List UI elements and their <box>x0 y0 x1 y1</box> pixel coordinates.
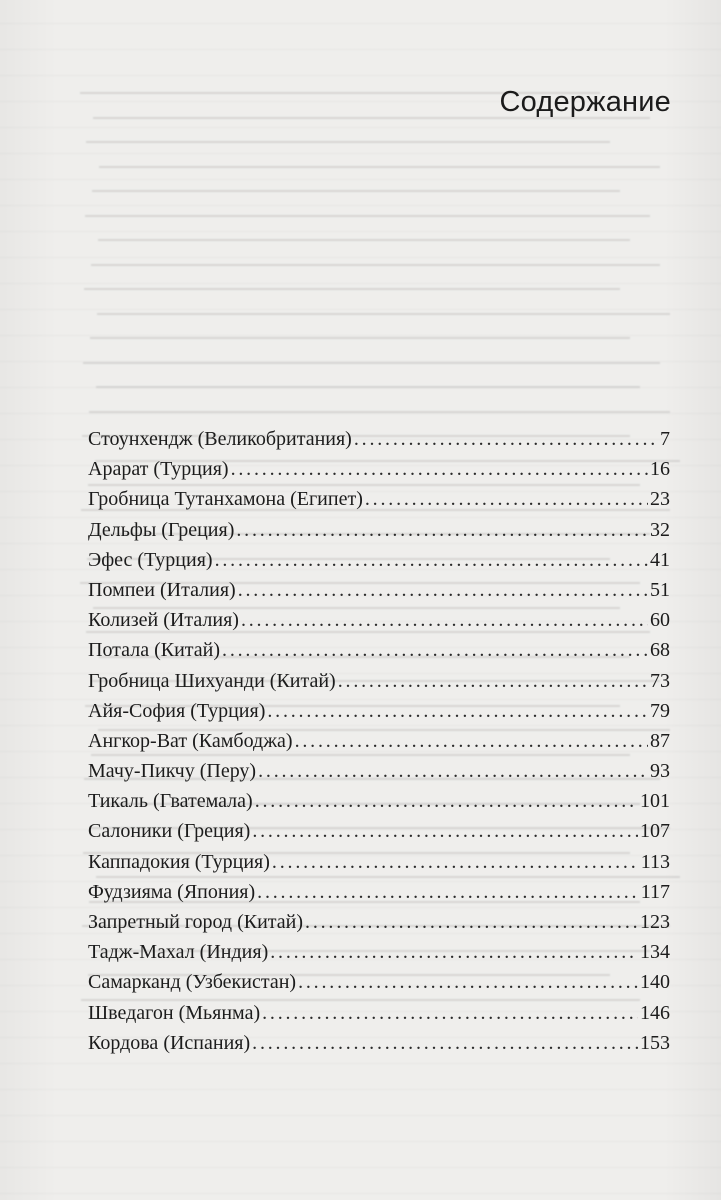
toc-entry-title: Арарат (Турция) <box>88 458 229 481</box>
toc-entry <box>88 696 670 726</box>
dot-leader <box>257 877 639 907</box>
toc-entry-title: Айя-София (Турция) <box>88 699 266 722</box>
bleed-through-line <box>99 166 660 168</box>
toc-entry <box>88 605 670 635</box>
toc-entry <box>88 635 670 665</box>
toc-entry-title: Дельфы (Греция) <box>88 518 235 541</box>
toc-entry <box>88 907 670 937</box>
toc-entry-page: 123 <box>640 911 670 933</box>
toc-entry-page: 146 <box>640 1001 670 1024</box>
toc-entry <box>88 1028 670 1058</box>
dot-leader <box>236 515 648 545</box>
toc-entry-title: Гробница Тутанхамона (Египет) <box>88 488 363 511</box>
toc-entry <box>88 515 670 545</box>
dot-leader <box>238 575 648 605</box>
toc-entry <box>88 756 670 786</box>
toc-entry-page: 140 <box>640 971 670 994</box>
dot-leader <box>231 454 648 484</box>
toc-entry-page: 41 <box>650 548 670 571</box>
dot-leader <box>262 998 638 1028</box>
page-title: Содержание <box>499 86 671 118</box>
dot-leader <box>270 937 638 967</box>
toc-entry-page: 51 <box>650 578 670 601</box>
bleed-through-line <box>98 239 630 241</box>
toc-entry-page: 134 <box>640 941 670 964</box>
dot-leader <box>258 756 648 786</box>
bleed-through-line <box>89 411 670 413</box>
toc-entry-title: Салоники (Греция) <box>88 820 251 843</box>
toc-entry-page: 68 <box>650 639 670 662</box>
toc-entry-page: 107 <box>640 820 670 843</box>
toc-entry <box>88 666 670 696</box>
dot-leader <box>252 1028 638 1058</box>
toc-entry-title: Гробница Шихуанди (Китай) <box>88 669 336 692</box>
toc-entry-title: Самарканд (Узбекистан) <box>88 971 297 994</box>
toc-entry-title: Фудзияма (Япония) <box>88 880 256 903</box>
bleed-through-line <box>96 386 640 388</box>
bleed-through-line <box>92 190 620 192</box>
bleed-through-line <box>97 313 670 315</box>
bleed-through-line <box>85 215 650 217</box>
toc-entry-page: 73 <box>650 669 670 692</box>
bleed-through-line <box>86 141 610 143</box>
toc-entry-page: 87 <box>650 729 670 752</box>
dot-leader <box>305 907 638 937</box>
toc-entry-page: 101 <box>640 790 670 813</box>
toc-entry-title: Мачу-Пикчу (Перу) <box>88 760 257 783</box>
toc-entry <box>88 847 670 877</box>
toc-entry <box>88 454 670 484</box>
dot-leader <box>365 484 648 514</box>
toc-entry-title: Колизей (Италия) <box>88 609 239 632</box>
toc-entry-title: Стоунхендж (Великобритания) <box>88 428 352 450</box>
toc-entry-page: 32 <box>650 518 670 541</box>
bleed-through-line <box>91 264 660 266</box>
toc-entry <box>88 575 670 605</box>
dot-leader <box>255 786 638 816</box>
toc-entry-page: 7 <box>660 428 670 450</box>
dot-leader <box>354 424 658 454</box>
toc-entry-page: 153 <box>640 1031 670 1054</box>
dot-leader <box>298 967 638 997</box>
toc-entry <box>88 967 670 997</box>
toc-entry-title: Шведагон (Мьянма) <box>88 1001 261 1024</box>
bleed-through-line <box>84 288 620 290</box>
bleed-through-line <box>83 362 660 364</box>
dot-leader <box>267 696 648 726</box>
toc-entry-page: 23 <box>650 488 670 511</box>
dot-leader <box>295 726 648 756</box>
toc-entry <box>88 726 670 756</box>
toc-entry-page: 60 <box>650 609 670 632</box>
bleed-through-line <box>90 337 630 339</box>
toc-entry-title: Ангкор-Ват (Камбоджа) <box>88 729 293 752</box>
dot-leader <box>241 605 648 635</box>
toc-entry <box>88 424 670 454</box>
toc-entry <box>88 816 670 846</box>
toc-entry-page: 93 <box>650 760 670 783</box>
toc-entry <box>88 545 670 575</box>
dot-leader <box>222 635 648 665</box>
toc-entry-title: Эфес (Турция) <box>88 548 213 571</box>
toc-entry-title: Запретный город (Китай) <box>88 911 304 933</box>
toc-entry <box>88 484 670 514</box>
dot-leader <box>272 847 639 877</box>
toc-entry <box>88 877 670 907</box>
toc-entry-page: 16 <box>650 458 670 481</box>
toc-entry <box>88 937 670 967</box>
table-of-contents <box>88 424 670 1058</box>
toc-entry-title: Помпеи (Италия) <box>88 578 236 601</box>
dot-leader <box>215 545 648 575</box>
toc-entry-page: 113 <box>640 850 670 873</box>
toc-entry-title: Тикаль (Гватемала) <box>88 790 253 813</box>
toc-entry-title: Каппадокия (Турция) <box>88 850 270 873</box>
toc-entry <box>88 786 670 816</box>
dot-leader <box>252 816 638 846</box>
toc-entry <box>88 998 670 1028</box>
dot-leader <box>338 666 648 696</box>
toc-entry-title: Тадж-Махал (Индия) <box>88 941 269 964</box>
toc-entry-title: Кордова (Испания) <box>88 1031 251 1054</box>
toc-entry-page: 79 <box>650 699 670 722</box>
toc-entry-title: Потала (Китай) <box>88 639 221 662</box>
toc-entry-page: 117 <box>640 880 670 903</box>
